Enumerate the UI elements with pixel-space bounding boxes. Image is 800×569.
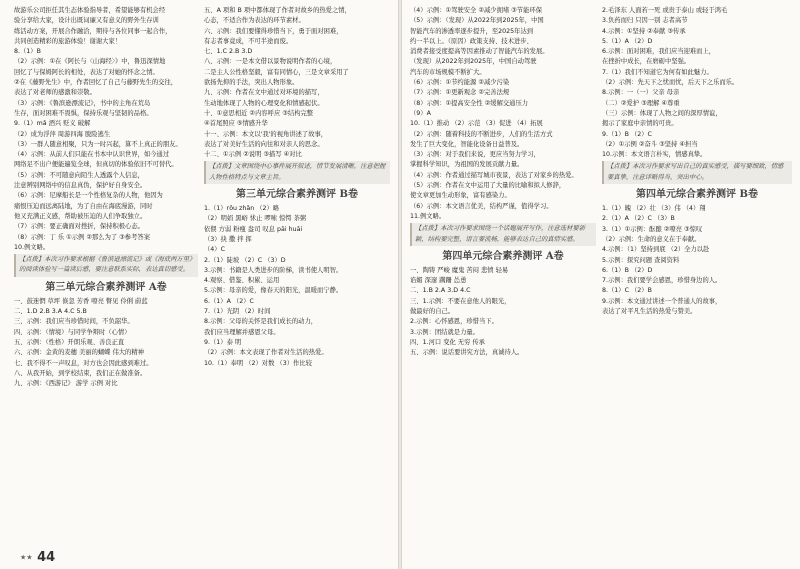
answer-line: （2）示例：生命的意义在于奉献。: [602, 235, 701, 243]
answer-line: （4）示例：从前人们只能在书本中认识世界，如今通过: [14, 151, 170, 159]
answer-line: 使文章更加生动形象，富有感染力。: [410, 192, 511, 200]
answer-line: 4.示例：①坚持 ②奉献 ③传承: [602, 27, 686, 35]
answer-line: 7.（1）光阴 （2）时间: [204, 308, 271, 316]
answer-line: 发生了巨大变化，智能化设备日益普及。: [410, 140, 524, 148]
answer-line: 8.（1）C （2）B: [602, 287, 652, 295]
answer-line: 二、1.B 2.A 3.D 4.C: [410, 287, 471, 295]
answer-line: 欲扬先抑的手法，突出人物形象。: [204, 79, 299, 87]
answer-line: 七、1.C 2.B 3.D: [204, 48, 253, 56]
answer-line: 表达了对平凡生活的热爱与赞美。: [602, 308, 697, 316]
answer-line: 验分享给大家，设计出既词廉又有意义的野外生存训: [14, 17, 159, 25]
answer-line: 回忆了与保姆阿长的相处，表达了对她的怀念之情。: [14, 68, 159, 76]
answer-line: 2.（1）A （2）C （3）B: [602, 215, 675, 223]
section-title: 第三单元综合素养测评 A卷: [45, 281, 167, 293]
answer-line: 6.（1）A （2）C: [204, 297, 254, 305]
answer-line: （6）示例：①节约能源 ②减少污染: [410, 79, 510, 87]
answer-line: （3）一群人随意相聚，只为一时兴起，算不上真正的朋友。: [14, 140, 182, 148]
answer-line: （8）示例：①提高安全性 ②缓解交通压力: [410, 99, 529, 107]
answer-line: 6.（1）B （2）D: [602, 266, 653, 274]
answer-line: （2）成为浮萍 周游四海 脱险逃生: [14, 130, 111, 138]
tip-box: 【点拨】本次习作要求根据《鲁滨逊漂流记》或《海底两万里》的阅读体验写一篇读后感，要注意联系实际，表达真切感受。: [14, 254, 198, 277]
answer-line: 2.（1）陡坡 （2）C （3）D: [204, 256, 286, 264]
answer-line: 3.（1）①示例：酝酿 ②嘹亮 ③惊叹: [602, 225, 703, 233]
answer-line: 消费者接受度提高等因素推动了智能汽车的发展。: [410, 48, 549, 56]
answer-line: 依偎 方弱 粉瘦 盎司 叹息 pāi huāi: [204, 225, 303, 233]
answer-line: 八、示例：一是本文借以景物说明作者的心境，: [204, 58, 337, 66]
answer-line: 九、示例：作者在文中通过对环境的描写，: [204, 89, 324, 97]
answer-line: （2）①示例 ②奋斗 ③坚持 ④担当: [602, 140, 698, 148]
answer-line: 智能汽车的渗透率逐步提升，至2025年达到: [410, 27, 534, 35]
answer-line: 10.（1）推动 （2）示范 （3）促进 （4）拓展: [410, 120, 543, 128]
answer-line: 四、1.河口 变化 无穷 传承: [410, 338, 485, 346]
answer-line: 汽车的市场规模不断扩大。: [410, 68, 486, 76]
answer-line: （发现）从2022年到2025年，中国自动驾驶: [410, 58, 537, 66]
right-column-2: [602, 6, 792, 545]
answer-line: 网络足不出户便能遍览全球，但真切的体验依旧不可替代。: [14, 161, 178, 169]
page-number: [20, 550, 55, 565]
answer-line: 9.（1）mǎ 酒兴 贬义 破解: [14, 120, 91, 128]
answer-line: 10.例文略。: [14, 243, 50, 251]
answer-line: 8.示例：父母的关怀是我们成长的动力，: [204, 318, 318, 326]
left-column-1: [14, 6, 198, 545]
left-column-2: [204, 6, 390, 545]
tip-box: 【点拨】本次习作要求围绕一个话题展开写作，注意选材要新颖，结构要完整，语言要流畅，能够表达自己的真情实感。: [410, 223, 596, 246]
answer-line: （6）示例：尼摩船长是一个性格复杂的人物，他因为: [14, 192, 163, 200]
right-column-1: [410, 6, 596, 545]
answer-line: （2）示例：本文表现了作者对生活的热爱。: [204, 349, 328, 357]
left-page: [0, 0, 399, 569]
answer-line: 1.（1）rǒu zhǎn （2）略: [204, 205, 280, 213]
answer-line: 5.示例：探究问题 查阅资料: [602, 256, 680, 264]
answer-line: 六、示例：金黄的麦穗 美丽的蝴蝶 伟大的精神: [14, 349, 144, 357]
page-number-deco: ★★: [20, 553, 33, 562]
answer-line: 三、示例：我们应当珍惜时间，不负韶华。: [14, 318, 134, 326]
answer-line: 1.（1）魄 （2）壮 （3）伟 （4）翔: [602, 205, 706, 213]
answer-line: 7.示例：我们要学会感恩，珍惜身边的人。: [602, 277, 722, 285]
answer-line: 二、1.D 2.B 3.A 4.C 5.B: [14, 308, 87, 316]
answer-line: 八、从我开始，到学校结束，我们正在做准备。: [14, 369, 147, 377]
answer-line: （7）示例：①更新观念 ②完善法规: [410, 89, 510, 97]
answer-line: 九、示例：《西游记》 游学 示例 对比: [14, 380, 118, 388]
answer-line: 十、①意思相近 ②内容呼应 ③结构完整: [204, 109, 314, 117]
tip-box: 【点拨】文章围绕中心事件展开叙述，情节发展清晰，注意把握人物性格特点与文章主旨。: [204, 161, 390, 184]
answer-line: 痛恨压迫而远离陆地，为了自由在海底漫游，同时: [14, 202, 153, 210]
answer-line: 9.（1）泰 明: [204, 338, 242, 346]
answer-line: 生动地体现了人物的心理变化和情感起伏。: [204, 99, 324, 107]
answer-line: （2）明娟 黑峪 怵止 啰嗦 惊愕 茶粥: [204, 215, 307, 223]
answer-line: （3）示例：《鲁滨逊漂流记》，书中的主角在荒岛: [14, 99, 151, 107]
answer-line: 生存，面对困难不畏惧，保持乐观与坚韧的品格。: [14, 109, 153, 117]
answer-line: 3.示例：团结就是力量。: [410, 328, 479, 336]
answer-line: （5）示例：作者在文中运用了大量的比喻和拟人修辞，: [410, 182, 566, 190]
answer-line: 10.示例：本文语言朴实，情感真挚。: [602, 151, 707, 159]
answer-line: （7）示例：要正确面对挫折，保持积极心态。: [14, 223, 144, 231]
answer-line: 8.（1）B: [14, 48, 41, 56]
answer-line: 10.（1）奉明 （2）对数 （3）作比较: [204, 359, 312, 367]
answer-line: 约一半以上。（原因）政策支持、技术进步、: [410, 37, 533, 45]
answer-line: 二是主人公性格坚毅，富有同情心，三是文章采用了: [204, 68, 349, 76]
answer-line: 揭示了家庭中亲情的可贵。: [602, 120, 678, 128]
answer-line: 心态，不适合作为表达的环节素材。: [204, 17, 305, 25]
answer-line: 十二、①示例 ②说明 ③描写 ④对比: [204, 151, 302, 159]
answer-line: 一、陶铸 严峻 魔鬼 苦闷 悲愤 轻易: [410, 266, 509, 274]
answer-line: 七、我不得不一声叹息，对方也会因此感到难过。: [14, 359, 153, 367]
answer-line: 故游乐公司拒任其生态体验指导者，希望能够有机会经: [14, 7, 166, 14]
answer-line: 3.负药而归 只因一别 志者高节: [602, 17, 688, 25]
answer-line: 六、示例：我们要懂得珍惜当下，勇于面对困难，: [204, 27, 343, 35]
answer-line: ②在《藤野先生》中，作者回忆了自己与藤野先生的交往，: [14, 79, 178, 87]
section-title: 第三单元综合素养测评 B卷: [236, 189, 358, 201]
answer-line: 谄媚 深邃 蹒跚 怂恿: [410, 277, 467, 285]
answer-line: 表达了对老师的感激和崇敬。: [14, 89, 96, 97]
answer-line: 3.示例：书籍是人类进步的阶梯，读书使人明智。: [204, 266, 343, 274]
answer-line: （4）示例：①驾驶安全 ②减少拥堵 ③节能环保: [410, 7, 542, 14]
tip-box: 【点拨】本次习作要求写出自己的真实感受，描写要细致，情感要真挚，注意详略得当，突出中心。: [602, 161, 792, 184]
answer-line: （6）示例：本文语言优美，结构严谨，值得学习。: [410, 202, 553, 210]
answer-line: （2）示例：随着科技的不断进步，人们的生活方式: [410, 130, 553, 138]
answer-line: 2.示例：心怀感恩，珍惜当下。: [410, 318, 498, 326]
answer-line: 5.示例：母亲的爱，像春天的阳光，温暖而宁静。: [204, 287, 343, 295]
answer-line: 有志者事竟成，不可半途而废。: [204, 37, 293, 45]
answer-line: （4）C: [204, 246, 225, 254]
section-title: 第四单元综合素养测评 B卷: [636, 189, 758, 201]
answer-line: 7.（1）我们不知道它为何有如此魅力。: [602, 68, 713, 76]
answer-line: 注意辨别网络中的信息真伪，保护好自身安全。: [14, 182, 147, 190]
answer-line: 在挫折中成长，在磨砺中坚强。: [602, 58, 691, 66]
answer-line: 共同创造精彩的旅游体验！谢谢大家！: [14, 37, 122, 45]
answer-line: 4.观察、借鉴、积累、运用: [204, 277, 280, 285]
answer-line: 五、示例：（性格）开朗乐观、善良正直: [14, 338, 125, 346]
answer-line: （5）示例：（发现）从2022年到2025年，中国: [410, 17, 544, 25]
answer-line: 掌握科学知识，为祖国的发展贡献力量。: [410, 161, 524, 169]
answer-line: 9.示例：本文通过讲述一个普通人的故事，: [602, 297, 722, 305]
answer-line: 2.毛泽东 人面若一死 或贵于泰山 或轻于鸿毛: [602, 7, 728, 14]
answer-line: 表达了对美好生活的向往和对亲人的思念。: [204, 140, 324, 148]
answer-line: 6.示例：面对困难，我们应当迎难而上，: [602, 48, 716, 56]
answer-line: （5）示例：不可随意向陌生人透露个人信息，: [14, 171, 144, 179]
answer-line: 11.例文略。: [410, 212, 446, 220]
answer-line: 5.（1）A （2）D: [602, 37, 653, 45]
answer-line: （8）示例：丁 乐 ①示例 ②那么为了 ③参考答案: [14, 233, 150, 241]
page-number-value: 44: [37, 550, 56, 565]
answer-line: 做最好的自己。: [410, 308, 455, 316]
answer-line: ④首尾照应 ⑤情感升华: [204, 120, 268, 128]
answer-line: 我们应当理解并感恩父母。: [204, 328, 280, 336]
answer-line: （4）示例：作者通过描写城市夜景，表达了对家乡的热爱。: [410, 171, 578, 179]
answer-line: 三、1.示例：不要在意他人的眼光，: [410, 297, 511, 305]
answer-line: 8.示例：一（一）父亲 母亲: [602, 89, 680, 97]
right-page: [402, 0, 800, 569]
answer-line: （3）示例：对于我们来说，更应当努力学习，: [410, 151, 540, 159]
answer-line: 9.（1）B （2）C: [602, 130, 652, 138]
answer-line: 他又充满正义感，帮助被压迫的人们争取独立。: [14, 212, 147, 220]
answer-line: 一、鼓迷惘 草坪 倏忽 芳香 嘹亮 瞥见 伶俐 蔚蓝: [14, 297, 148, 305]
answer-line: 四、示例：（情境）与同学争辩时（心情）: [14, 328, 131, 336]
answer-line: 五、A 项和 B 项中都体现了作者对故乡的热爱之情，: [204, 7, 351, 14]
answer-line: （三）示例：体现了人物之间的深厚情谊，: [602, 109, 722, 117]
answer-line: 十一、示例：本文以'我'的视角讲述了故事，: [204, 130, 328, 138]
answer-line: （二）②爱护 ③理解 ④尊重: [602, 99, 680, 107]
answer-line: （9）A: [410, 109, 431, 117]
answer-line: （2）示例：先天下之忧而忧，后天下之乐而乐。: [602, 79, 739, 87]
answer-line: （2）示例：①在《阿长与〈山海经〉》中，鲁迅深情地: [14, 58, 166, 66]
answer-line: 五、示例：说话要讲究方法，真诚待人。: [410, 349, 524, 357]
answer-line: （3）抉 撒 拌 挥: [204, 235, 252, 243]
answer-line: 4.示例：（1）坚持到底 （2）全力以赴: [602, 246, 710, 254]
answer-line: 练活动方案，开展合作融洽，期待与各位同事一起合作，: [14, 27, 172, 35]
section-title: 第四单元综合素养测评 A卷: [442, 250, 564, 262]
